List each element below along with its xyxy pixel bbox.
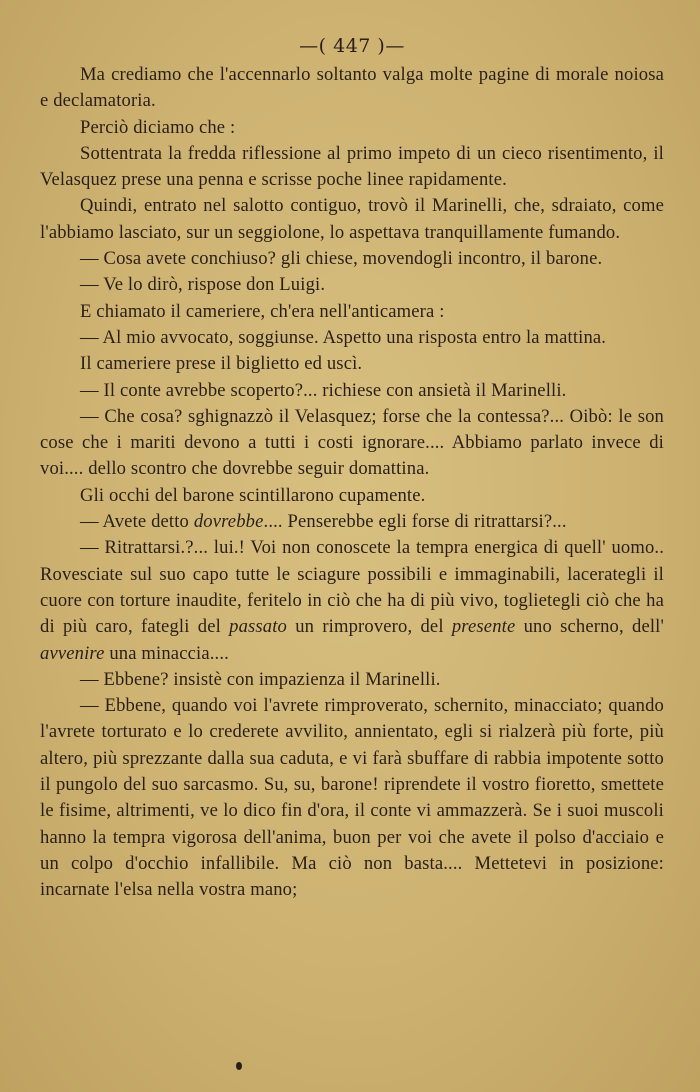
paragraph: — Avete detto dovrebbe.... Penserebbe egli forse di ritrattarsi?... xyxy=(80,511,567,533)
paragraph: — Ebbene, quando voi l'avrete rimproverato, schernito, minacciato; quando l'avrete torturato e lo crederete avvilito, annientato, egli si rialzerà più forte, più altero, più sprezzante dalla sua caduta, e vi farà sbuffare di rabbia impotente sotto il pungolo del suo sarcasmo. Su, su, barone! riprendete il vostro fioretto, smettete le fisime, altrimenti, ve lo dico fin d'ora, il conte vi ammazzerà. Se i suoi muscoli hanno la tempra vigorosa dell'anima, buon per voi che avete il polso d'acciaio e un colpo d'occhio infallibile. Ma ciò non basta.... Mettetevi in posizione: incarnate l'elsa nella vostra mano; xyxy=(40,695,664,901)
paragraph: Sottentrata la fredda riflessione al primo impeto di un cieco risentimento, il Velasquez prese una penna e scrisse poche linee rapidamente. xyxy=(40,142,664,191)
paragraph: Quindi, entrato nel salotto contiguo, trovò il Marinelli, che, sdraiato, come l'abbiamo lasciato, sur un seggiolone, lo aspettava tranquillamente fumando. xyxy=(40,195,664,243)
paragraph: — Che cosa? sghignazzò il Velasquez; forse che la contessa?... Oibò: le son cose che i mariti devono a tutti i costi ignorare.... Abbiamo parlato invece di voi.... dello scontro che dovrebbe seguir domattina. xyxy=(40,405,664,480)
page-number: —( 447 )— xyxy=(299,35,405,57)
paragraph: — Ebbene? insistè con impazienza il Marinelli. xyxy=(80,668,441,690)
paragraph: Ma crediamo che l'accennarlo soltanto valga molte pagine di morale noiosa e declamatoria. xyxy=(40,64,664,112)
paragraph: Perciò diciamo che : xyxy=(80,116,236,138)
paragraph: Gli occhi del barone scintillarono cupamente. xyxy=(80,484,426,506)
paragraph: — Ve lo dirò, rispose don Luigi. xyxy=(80,274,326,296)
paragraph: — Cosa avete conchiuso? gli chiese, movendogli incontro, il barone. xyxy=(80,248,603,270)
paragraph: — Il conte avrebbe scoperto?... richiese con ansietà il Marinelli. xyxy=(80,379,567,401)
paragraph: — Al mio avvocato, soggiunse. Aspetto una risposta entro la mattina. xyxy=(80,326,607,348)
paragraph: E chiamato il cameriere, ch'era nell'anticamera : xyxy=(80,300,445,322)
paragraph: Il cameriere prese il biglietto ed uscì. xyxy=(80,353,363,375)
page-body-text xyxy=(40,62,664,904)
paragraph: — Ritrattarsi.?... lui.! Voi non conoscete la tempra energica di quell' uomo.. Rovesciate sul suo capo tutte le sciagure possibili e immaginabili, lacerategli il cuore con torture inaudite, feritelo in ciò che ha di più vivo, toglietegli ciò che ha di più caro, fategli del passato un rimprovero, del presente uno scherno, dell' avvenire una minaccia.... xyxy=(40,537,664,664)
ink-dot xyxy=(236,1062,242,1070)
